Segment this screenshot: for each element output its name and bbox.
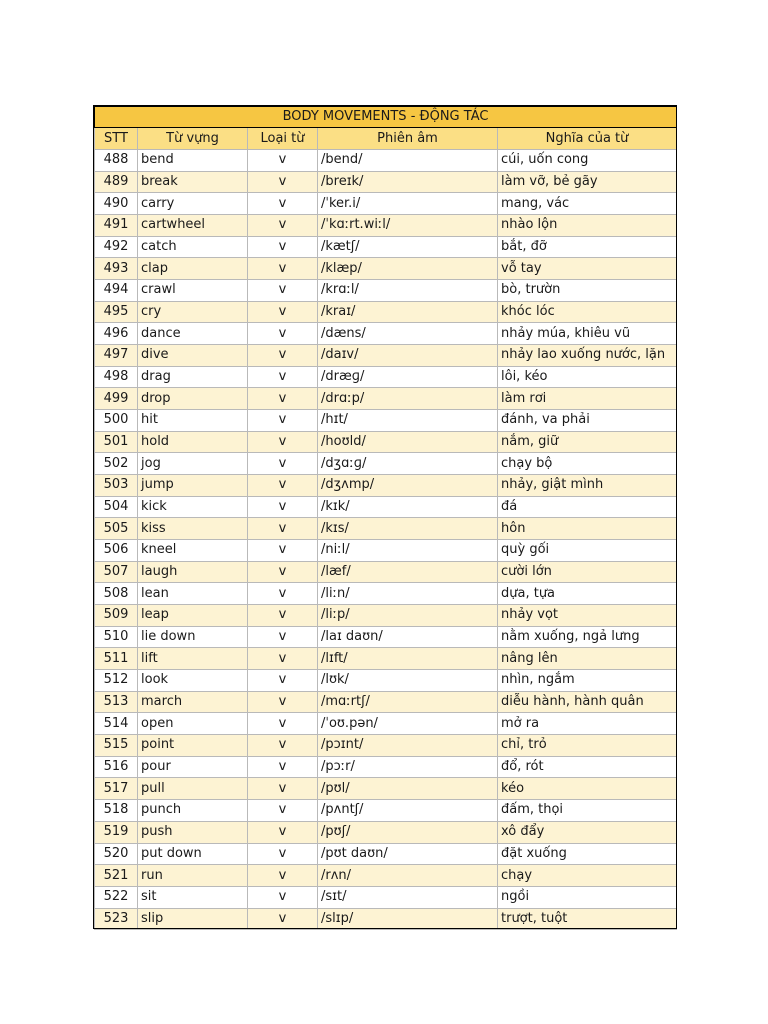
cell-word: jump [138, 475, 248, 497]
table-title-row [95, 107, 677, 128]
table-row [95, 518, 677, 540]
cell-stt: 509 [95, 605, 138, 627]
cell-ipa: /klæp/ [318, 258, 498, 280]
cell-stt: 505 [95, 518, 138, 540]
vocabulary-table [94, 106, 677, 930]
cell-word: kiss [138, 518, 248, 540]
table-row [95, 258, 677, 280]
cell-meaning: ngồi [498, 886, 677, 908]
cell-meaning: đánh, va phải [498, 410, 677, 432]
cell-meaning: làm vỡ, bẻ gãy [498, 171, 677, 193]
cell-word: cry [138, 301, 248, 323]
cell-word: put down [138, 843, 248, 865]
cell-meaning: chỉ, trỏ [498, 735, 677, 757]
cell-word: open [138, 713, 248, 735]
cell-stt: 518 [95, 800, 138, 822]
table-row [95, 691, 677, 713]
cell-word: pour [138, 756, 248, 778]
cell-type: v [248, 475, 318, 497]
cell-ipa: /drɑːp/ [318, 388, 498, 410]
table-row [95, 735, 677, 757]
table-row [95, 323, 677, 345]
cell-word: slip [138, 908, 248, 930]
cell-ipa: /liːp/ [318, 605, 498, 627]
cell-type: v [248, 865, 318, 887]
cell-ipa: /krɑːl/ [318, 280, 498, 302]
cell-meaning: dựa, tựa [498, 583, 677, 605]
cell-type: v [248, 193, 318, 215]
header-ipa: Phiên âm [318, 128, 498, 150]
cell-type: v [248, 453, 318, 475]
cell-ipa: /slɪp/ [318, 908, 498, 930]
cell-type: v [248, 605, 318, 627]
cell-meaning: nhào lộn [498, 215, 677, 237]
cell-ipa: /ˈkɑːrt.wiːl/ [318, 215, 498, 237]
cell-word: catch [138, 236, 248, 258]
cell-meaning: nhảy vọt [498, 605, 677, 627]
cell-meaning: quỳ gối [498, 540, 677, 562]
cell-type: v [248, 886, 318, 908]
cell-meaning: cười lớn [498, 561, 677, 583]
cell-ipa: /breɪk/ [318, 171, 498, 193]
cell-type: v [248, 908, 318, 930]
table-row [95, 778, 677, 800]
table-row [95, 583, 677, 605]
cell-stt: 514 [95, 713, 138, 735]
cell-word: drag [138, 366, 248, 388]
cell-word: march [138, 691, 248, 713]
header-word: Từ vựng [138, 128, 248, 150]
cell-word: clap [138, 258, 248, 280]
cell-meaning: nhìn, ngắm [498, 670, 677, 692]
cell-word: hit [138, 410, 248, 432]
cell-type: v [248, 626, 318, 648]
cell-type: v [248, 171, 318, 193]
cell-stt: 508 [95, 583, 138, 605]
cell-meaning: kéo [498, 778, 677, 800]
table-row [95, 561, 677, 583]
cell-stt: 490 [95, 193, 138, 215]
cell-word: sit [138, 886, 248, 908]
cell-word: kneel [138, 540, 248, 562]
cell-type: v [248, 518, 318, 540]
cell-type: v [248, 843, 318, 865]
table-row [95, 366, 677, 388]
cell-stt: 491 [95, 215, 138, 237]
table-row [95, 800, 677, 822]
cell-type: v [248, 431, 318, 453]
cell-type: v [248, 670, 318, 692]
cell-type: v [248, 778, 318, 800]
table-header-row [95, 128, 677, 150]
cell-ipa: /dʒʌmp/ [318, 475, 498, 497]
cell-meaning: nằm xuống, ngả lưng [498, 626, 677, 648]
cell-stt: 516 [95, 756, 138, 778]
table-row [95, 713, 677, 735]
cell-meaning: nắm, giữ [498, 431, 677, 453]
table-row [95, 670, 677, 692]
cell-stt: 495 [95, 301, 138, 323]
table-row [95, 648, 677, 670]
cell-stt: 488 [95, 150, 138, 172]
cell-ipa: /daɪv/ [318, 345, 498, 367]
cell-ipa: /hoʊld/ [318, 431, 498, 453]
cell-ipa: /lɪft/ [318, 648, 498, 670]
cell-ipa: /pɔːr/ [318, 756, 498, 778]
cell-ipa: /dræɡ/ [318, 366, 498, 388]
cell-word: lean [138, 583, 248, 605]
cell-meaning: nhảy lao xuống nước, lặn [498, 345, 677, 367]
cell-meaning: đặt xuống [498, 843, 677, 865]
table-row [95, 345, 677, 367]
cell-word: dance [138, 323, 248, 345]
cell-type: v [248, 323, 318, 345]
cell-stt: 498 [95, 366, 138, 388]
cell-word: kick [138, 496, 248, 518]
cell-meaning: cúi, uốn cong [498, 150, 677, 172]
cell-type: v [248, 301, 318, 323]
cell-meaning: lôi, kéo [498, 366, 677, 388]
cell-word: look [138, 670, 248, 692]
cell-meaning: đổ, rót [498, 756, 677, 778]
cell-stt: 517 [95, 778, 138, 800]
cell-word: pull [138, 778, 248, 800]
cell-stt: 492 [95, 236, 138, 258]
cell-stt: 522 [95, 886, 138, 908]
cell-meaning: làm rơi [498, 388, 677, 410]
cell-word: lift [138, 648, 248, 670]
cell-ipa: /hɪt/ [318, 410, 498, 432]
cell-ipa: /læf/ [318, 561, 498, 583]
cell-meaning: nhảy, giật mình [498, 475, 677, 497]
cell-stt: 511 [95, 648, 138, 670]
table-row [95, 388, 677, 410]
cell-meaning: nâng lên [498, 648, 677, 670]
cell-word: break [138, 171, 248, 193]
cell-stt: 494 [95, 280, 138, 302]
cell-word: laugh [138, 561, 248, 583]
cell-ipa: /kraɪ/ [318, 301, 498, 323]
table-title: BODY MOVEMENTS - ĐỘNG TÁC [95, 107, 677, 128]
cell-meaning: nhảy múa, khiêu vũ [498, 323, 677, 345]
cell-ipa: /kɪs/ [318, 518, 498, 540]
cell-meaning: trượt, tuột [498, 908, 677, 930]
cell-stt: 500 [95, 410, 138, 432]
header-stt: STT [95, 128, 138, 150]
cell-stt: 510 [95, 626, 138, 648]
cell-type: v [248, 561, 318, 583]
table-row [95, 843, 677, 865]
cell-stt: 502 [95, 453, 138, 475]
cell-type: v [248, 496, 318, 518]
cell-meaning: bắt, đỡ [498, 236, 677, 258]
cell-type: v [248, 648, 318, 670]
cell-type: v [248, 366, 318, 388]
cell-word: hold [138, 431, 248, 453]
cell-stt: 501 [95, 431, 138, 453]
cell-meaning: đá [498, 496, 677, 518]
cell-word: run [138, 865, 248, 887]
cell-type: v [248, 735, 318, 757]
cell-word: jog [138, 453, 248, 475]
cell-type: v [248, 583, 318, 605]
cell-word: dive [138, 345, 248, 367]
cell-type: v [248, 540, 318, 562]
table-row [95, 171, 677, 193]
cell-type: v [248, 800, 318, 822]
cell-ipa: /pʊl/ [318, 778, 498, 800]
table-row [95, 475, 677, 497]
header-type: Loại từ [248, 128, 318, 150]
cell-stt: 523 [95, 908, 138, 930]
cell-meaning: bò, trườn [498, 280, 677, 302]
cell-meaning: vỗ tay [498, 258, 677, 280]
table-row [95, 193, 677, 215]
cell-ipa: /ˈoʊ.pən/ [318, 713, 498, 735]
cell-type: v [248, 388, 318, 410]
cell-stt: 513 [95, 691, 138, 713]
cell-stt: 497 [95, 345, 138, 367]
cell-stt: 489 [95, 171, 138, 193]
cell-word: cartwheel [138, 215, 248, 237]
cell-ipa: /laɪ daʊn/ [318, 626, 498, 648]
cell-stt: 506 [95, 540, 138, 562]
cell-meaning: chạy bộ [498, 453, 677, 475]
cell-meaning: mang, vác [498, 193, 677, 215]
cell-type: v [248, 713, 318, 735]
cell-ipa: /dʒɑːɡ/ [318, 453, 498, 475]
cell-stt: 519 [95, 821, 138, 843]
cell-type: v [248, 215, 318, 237]
cell-type: v [248, 345, 318, 367]
table-row [95, 236, 677, 258]
table-row [95, 865, 677, 887]
cell-type: v [248, 258, 318, 280]
cell-meaning: khóc lóc [498, 301, 677, 323]
cell-stt: 496 [95, 323, 138, 345]
cell-word: bend [138, 150, 248, 172]
cell-stt: 503 [95, 475, 138, 497]
cell-ipa: /mɑːrtʃ/ [318, 691, 498, 713]
header-meaning: Nghĩa của từ [498, 128, 677, 150]
table-row [95, 280, 677, 302]
cell-ipa: /sɪt/ [318, 886, 498, 908]
table-body [95, 150, 677, 930]
cell-stt: 493 [95, 258, 138, 280]
cell-ipa: /pʊt daʊn/ [318, 843, 498, 865]
cell-type: v [248, 410, 318, 432]
cell-stt: 515 [95, 735, 138, 757]
cell-ipa: /pʊʃ/ [318, 821, 498, 843]
cell-meaning: xô đẩy [498, 821, 677, 843]
cell-meaning: diễu hành, hành quân [498, 691, 677, 713]
table-row [95, 410, 677, 432]
table-row [95, 626, 677, 648]
cell-ipa: /lʊk/ [318, 670, 498, 692]
cell-ipa: /rʌn/ [318, 865, 498, 887]
cell-ipa: /ˈker.i/ [318, 193, 498, 215]
cell-meaning: đấm, thọi [498, 800, 677, 822]
cell-word: point [138, 735, 248, 757]
cell-stt: 507 [95, 561, 138, 583]
cell-type: v [248, 756, 318, 778]
cell-type: v [248, 280, 318, 302]
table-row [95, 453, 677, 475]
table-row [95, 150, 677, 172]
cell-stt: 512 [95, 670, 138, 692]
cell-ipa: /bend/ [318, 150, 498, 172]
cell-ipa: /dæns/ [318, 323, 498, 345]
table-row [95, 756, 677, 778]
cell-ipa: /liːn/ [318, 583, 498, 605]
cell-meaning: hôn [498, 518, 677, 540]
cell-type: v [248, 691, 318, 713]
table-row [95, 605, 677, 627]
table-row [95, 496, 677, 518]
cell-meaning: chạy [498, 865, 677, 887]
cell-stt: 520 [95, 843, 138, 865]
cell-meaning: mở ra [498, 713, 677, 735]
cell-word: leap [138, 605, 248, 627]
table-row [95, 821, 677, 843]
cell-ipa: /pɔɪnt/ [318, 735, 498, 757]
cell-stt: 521 [95, 865, 138, 887]
cell-word: punch [138, 800, 248, 822]
table-row [95, 908, 677, 930]
cell-stt: 504 [95, 496, 138, 518]
cell-word: carry [138, 193, 248, 215]
table-row [95, 886, 677, 908]
cell-ipa: /kɪk/ [318, 496, 498, 518]
cell-word: push [138, 821, 248, 843]
cell-word: crawl [138, 280, 248, 302]
cell-stt: 499 [95, 388, 138, 410]
table-row [95, 540, 677, 562]
cell-type: v [248, 236, 318, 258]
cell-type: v [248, 150, 318, 172]
cell-ipa: /kætʃ/ [318, 236, 498, 258]
cell-ipa: /pʌntʃ/ [318, 800, 498, 822]
table-row [95, 301, 677, 323]
cell-type: v [248, 821, 318, 843]
table-row [95, 215, 677, 237]
cell-word: lie down [138, 626, 248, 648]
cell-ipa: /niːl/ [318, 540, 498, 562]
table-row [95, 431, 677, 453]
cell-word: drop [138, 388, 248, 410]
